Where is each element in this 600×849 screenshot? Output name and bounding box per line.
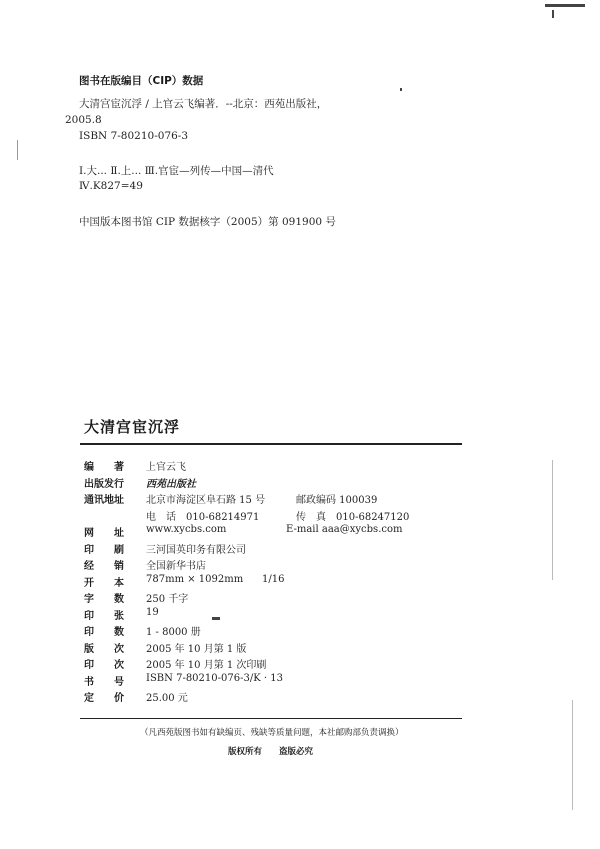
address-label: 通讯地址 <box>84 495 124 506</box>
format-value: 787mm × 1092mm <box>146 574 244 585</box>
publisher-label: 出版发行 <box>84 479 124 490</box>
fax-value: 传 真 010-68247120 <box>296 512 410 523</box>
title-rule <box>80 443 462 445</box>
isbn-label: 书 号 <box>84 677 124 688</box>
edition-label: 版 次 <box>84 644 124 655</box>
scan-edge-mark <box>572 700 573 810</box>
edition-value: 2005 年 10 月第 1 版 <box>146 644 247 655</box>
website-value: www.xycbs.com <box>146 524 227 535</box>
words-label: 字 数 <box>84 594 124 605</box>
scan-mark <box>552 10 554 18</box>
postcode-value: 邮政编码 100039 <box>296 495 378 506</box>
distributor-value: 全国新华书店 <box>146 561 206 572</box>
cip-line-5: Ⅳ.K827=49 <box>79 180 143 192</box>
distributor-label: 经 销 <box>84 561 124 572</box>
cip-line-2: 2005.8 <box>65 114 102 126</box>
cip-line-4: Ⅰ.大... Ⅱ.上... Ⅲ.官宦—列传—中国—清代 <box>79 165 274 177</box>
words-value: 250 千字 <box>146 594 189 605</box>
scan-edge-mark <box>552 460 553 580</box>
address-value: 北京市海淀区阜石路 15 号 <box>146 495 266 506</box>
sheets-label: 印 张 <box>84 611 124 622</box>
author-label: 编 著 <box>84 462 124 473</box>
scan-mark <box>545 4 585 7</box>
impression-value: 2005 年 10 月第 1 次印刷 <box>146 660 267 671</box>
website-label: 网 址 <box>84 528 124 539</box>
cip-line-1: 大清宫宦沉浮 / 上官云飞编著．--北京：西苑出版社， <box>79 98 328 110</box>
cip-line-6: 中国版本图书馆 CIP 数据核字（2005）第 091900 号 <box>79 216 336 228</box>
scan-mark <box>400 88 402 91</box>
publisher-logo: 西苑出版社 <box>146 479 196 490</box>
format-label: 开 本 <box>84 578 124 589</box>
sheets-value: 19 <box>146 607 159 618</box>
scan-edge-mark <box>17 140 18 160</box>
footer-rule <box>80 718 462 719</box>
email-value: E-mail aaa@xycbs.com <box>286 524 403 535</box>
cip-line-3: ISBN 7-80210-076-3 <box>79 130 189 142</box>
printer-value: 三河国英印务有限公司 <box>146 545 246 556</box>
book-title: 大清宫宦沉浮 <box>84 418 181 436</box>
quality-notice: （凡西苑版图书如有缺编页、残缺等质量问题，本社邮购部负责调换） <box>140 728 404 738</box>
printer-label: 印 刷 <box>84 545 124 556</box>
isbn-value: ISBN 7-80210-076-3/K · 13 <box>146 673 283 684</box>
rights-notice: 版权所有 盗版必究 <box>228 747 314 757</box>
print-run-label: 印 数 <box>84 627 124 638</box>
author-value: 上官云飞 <box>146 462 186 473</box>
print-run-value: 1 - 8000 册 <box>146 627 201 638</box>
phone-value: 电 话 010-68214971 <box>146 512 260 523</box>
format-fraction: 1/16 <box>262 574 285 585</box>
price-label: 定 价 <box>84 693 124 704</box>
scan-mark <box>212 617 220 620</box>
impression-label: 印 次 <box>84 660 124 671</box>
cip-heading: 图书在版编目（CIP）数据 <box>79 75 204 87</box>
price-value: 25.00 元 <box>146 693 188 704</box>
